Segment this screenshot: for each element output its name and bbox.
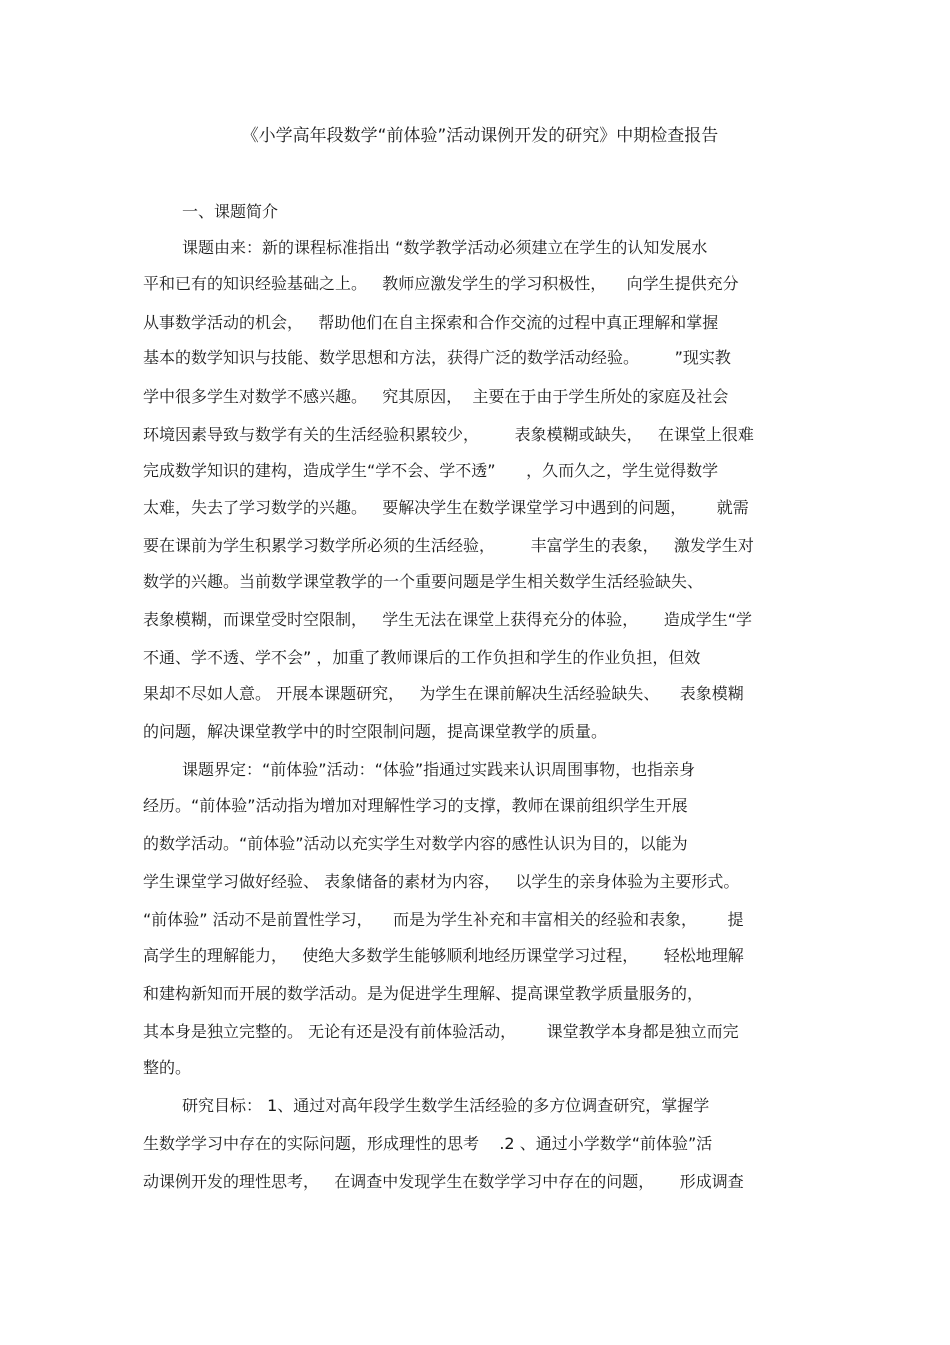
paragraph-line: 学中很多学生对数学不感兴趣。 究其原因， 主要在于由于学生所处的家庭及社会 bbox=[143, 387, 729, 406]
paragraph-line: 动课例开发的理性思考， 在调查中发现学生在数学学习中存在的问题， 形成调查 bbox=[143, 1172, 744, 1191]
paragraph-line: 的数学活动。“前体验”活动以充实学生对数学内容的感性认识为目的，以能为 bbox=[143, 834, 688, 853]
paragraph-line: 课题界定：“前体验”活动：“体验”指通过实践来认识周围事物，也指亲身 bbox=[182, 760, 696, 779]
paragraph-line: 完成数学知识的建构，造成学生“学不会、学不透” ，久而久之，学生觉得数学 bbox=[143, 461, 719, 480]
paragraph-line: 整的。 bbox=[143, 1058, 192, 1077]
paragraph-line: 表象模糊，而课堂受时空限制， 学生无法在课堂上获得充分的体验， 造成学生“学 bbox=[143, 610, 752, 629]
paragraph-line: 的问题，解决课堂教学中的时空限制问题，提高课堂教学的质量。 bbox=[143, 722, 608, 741]
paragraph-line: 和建构新知而开展的数学活动。是为促进学生理解、提高课堂教学质量服务的， bbox=[143, 984, 704, 1003]
paragraph-line: 高学生的理解能力， 使绝大多数学生能够顺利地经历课堂学习过程， 轻松地理解 bbox=[143, 946, 744, 965]
paragraph-line: 平和已有的知识经验基础之上。 教师应激发学生的学习积极性， 向学生提供充分 bbox=[143, 274, 739, 293]
paragraph-line: 经历。“前体验”活动指为增加对理解性学习的支撑，教师在课前组织学生开展 bbox=[143, 796, 688, 815]
paragraph-line: 不通、学不透、学不会” ，加重了教师课后的工作负担和学生的作业负担，但效 bbox=[143, 648, 701, 667]
paragraph-line: 果却不尽如人意。 开展本课题研究， 为学生在课前解决生活经验缺失、 表象模糊 bbox=[143, 684, 744, 703]
paragraph-line: 学生课堂学习做好经验、 表象储备的素材为内容， 以学生的亲身体验为主要形式。 bbox=[143, 872, 740, 891]
paragraph-line: 基本的数学知识与技能、数学思想和方法，获得广泛的数学活动经验。 ”现实教 bbox=[143, 348, 731, 367]
paragraph-line: “前体验” 活动不是前置性学习， 而是为学生补充和丰富相关的经验和表象， 提 bbox=[143, 910, 744, 929]
paragraph-line: 要在课前为学生积累学习数学所必须的生活经验， 丰富学生的表象， 激发学生对 bbox=[143, 536, 754, 555]
section-heading: 一、课题简介 bbox=[182, 202, 279, 221]
paragraph-line: 数学的兴趣。当前数学课堂教学的一个重要问题是学生相关数学生活经验缺失、 bbox=[143, 572, 704, 591]
paragraph-line: 从事数学活动的机会， 帮助他们在自主探索和合作交流的过程中真正理解和掌握 bbox=[143, 313, 719, 332]
paragraph-line: 研究目标： 1、通过对高年段学生数学生活经验的多方位调查研究，掌握学 bbox=[182, 1096, 710, 1115]
paragraph-line: 课题由来：新的课程标准指出 “数学教学活动必须建立在学生的认知发展水 bbox=[182, 238, 708, 257]
paragraph-line: 其本身是独立完整的。 无论有还是没有前体验活动， 课堂教学本身都是独立而完 bbox=[143, 1022, 739, 1041]
document-title: 《小学高年段数学“前体验”活动课例开发的研究》中期检查报告 bbox=[241, 126, 719, 146]
paragraph-line: 环境因素导致与数学有关的生活经验积累较少， 表象模糊或缺失， 在课堂上很难 bbox=[143, 425, 754, 444]
paragraph-line: 太难，失去了学习数学的兴趣。 要解决学生在数学课堂学习中遇到的问题， 就需 bbox=[143, 498, 749, 517]
paragraph-line: 生数学学习中存在的实际问题，形成理性的思考 .2 、通过小学数学“前体验”活 bbox=[143, 1134, 713, 1153]
